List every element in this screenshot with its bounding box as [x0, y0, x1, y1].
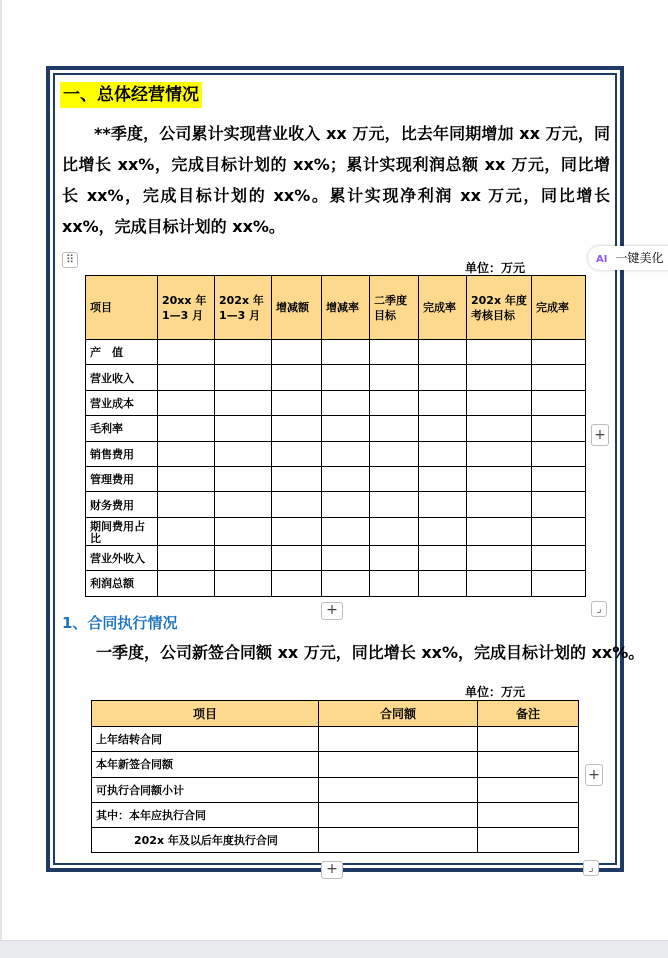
table-cell[interactable] — [419, 441, 467, 466]
row-label[interactable]: 利润总额 — [86, 571, 158, 596]
table-cell[interactable] — [532, 340, 586, 365]
table-row — [86, 390, 586, 415]
header-cell[interactable]: 20xx 年 1—3 月 — [158, 276, 215, 340]
table-cell[interactable] — [158, 340, 215, 365]
table-cell[interactable] — [370, 365, 419, 390]
row-label[interactable]: 本年新签合同额 — [92, 752, 319, 777]
section-heading-overall[interactable]: 一、总体经营情况 — [60, 82, 202, 108]
table-cell[interactable] — [419, 545, 467, 570]
table-cell[interactable] — [322, 571, 370, 596]
table-row — [92, 802, 579, 827]
header-cell[interactable]: 增减率 — [322, 276, 370, 340]
table-cell[interactable] — [272, 517, 322, 545]
table-row — [86, 466, 586, 491]
row-label[interactable]: 上年结转合同 — [92, 727, 319, 752]
table-row — [86, 365, 586, 390]
table-cell[interactable] — [532, 517, 586, 545]
table-cell[interactable] — [467, 340, 532, 365]
table-cell[interactable] — [478, 752, 579, 777]
table-cell[interactable] — [158, 441, 215, 466]
table-cell[interactable] — [532, 390, 586, 415]
table-cell[interactable] — [419, 340, 467, 365]
table-cell[interactable] — [272, 390, 322, 415]
header-cell[interactable]: 备注 — [478, 701, 579, 727]
table2-add-row-button[interactable]: + — [321, 861, 343, 879]
table-cell[interactable] — [370, 571, 419, 596]
ai-icon: AI — [596, 254, 608, 265]
table-cell[interactable] — [370, 466, 419, 491]
header-cell[interactable]: 增减额 — [272, 276, 322, 340]
header-cell[interactable]: 202x 年度考核目标 — [467, 276, 532, 340]
table1-add-column-button[interactable]: + — [591, 424, 609, 446]
header-cell[interactable]: 项目 — [92, 701, 319, 727]
table-cell[interactable] — [158, 517, 215, 545]
header-cell[interactable]: 202x 年 1—3 月 — [215, 276, 272, 340]
table-row — [92, 727, 579, 752]
table-cell[interactable] — [322, 365, 370, 390]
table-cell[interactable] — [467, 390, 532, 415]
row-label[interactable]: 期间费用占比 — [86, 517, 158, 545]
table2-add-column-button[interactable]: + — [585, 764, 603, 786]
table-cell[interactable] — [272, 466, 322, 491]
table-cell[interactable] — [370, 441, 419, 466]
table-cell[interactable] — [158, 466, 215, 491]
table-cell[interactable] — [215, 466, 272, 491]
header-cell[interactable]: 完成率 — [532, 276, 586, 340]
table-cell[interactable] — [215, 545, 272, 570]
table-cell[interactable] — [215, 441, 272, 466]
table-cell[interactable] — [158, 545, 215, 570]
table-cell[interactable] — [215, 492, 272, 517]
section-heading-contracts[interactable]: 1、合同执行情况 — [62, 614, 178, 632]
row-label[interactable]: 毛利率 — [86, 416, 158, 441]
header-cell[interactable]: 合同额 — [319, 701, 478, 727]
table-cell[interactable] — [419, 492, 467, 517]
table-row — [92, 828, 579, 853]
operating-table[interactable] — [85, 275, 586, 597]
table-row — [86, 492, 586, 517]
header-cell[interactable]: 二季度目标 — [370, 276, 419, 340]
table-cell[interactable] — [467, 492, 532, 517]
row-label[interactable]: 可执行合同额小计 — [92, 777, 319, 802]
table-row — [86, 545, 586, 570]
table-cell[interactable] — [532, 441, 586, 466]
table-cell[interactable] — [467, 416, 532, 441]
header-cell[interactable]: 项目 — [86, 276, 158, 340]
overall-paragraph[interactable]: **季度，公司累计实现营业收入 xx 万元，比去年同期增加 xx 万元，同比增长 xx%，完成目标计划的 xx%；累计实现利润总额 xx 万元，同比增长 xx%，完成目标计划的 xx%。累计实现净利润 xx 万元，同比增长 xx%，完成目标计划的 xx%。 — [62, 124, 610, 236]
table1-add-row-button[interactable]: + — [321, 602, 343, 620]
table-cell[interactable] — [319, 727, 478, 752]
table-cell[interactable] — [272, 492, 322, 517]
table-cell[interactable] — [215, 517, 272, 545]
table-cell[interactable] — [272, 571, 322, 596]
table-cell[interactable] — [158, 416, 215, 441]
table-cell[interactable] — [158, 492, 215, 517]
table-cell[interactable] — [419, 517, 467, 545]
table-cell[interactable] — [419, 365, 467, 390]
table-cell[interactable] — [319, 777, 478, 802]
table-cell[interactable] — [467, 545, 532, 570]
table-cell[interactable] — [322, 441, 370, 466]
row-label[interactable]: 管理费用 — [86, 466, 158, 491]
table1-unit: 单位：万元 — [465, 261, 526, 275]
table-cell[interactable] — [158, 390, 215, 415]
table2-unit: 单位：万元 — [465, 685, 526, 699]
table-cell[interactable] — [319, 802, 478, 827]
page-gutter — [0, 0, 2, 940]
row-label[interactable]: 销售费用 — [86, 441, 158, 466]
table-cell[interactable] — [532, 365, 586, 390]
table-row — [86, 441, 586, 466]
row-label[interactable]: 营业成本 — [86, 390, 158, 415]
table-cell[interactable] — [322, 492, 370, 517]
table-cell[interactable] — [419, 571, 467, 596]
table-cell[interactable] — [467, 466, 532, 491]
table-cell[interactable] — [532, 466, 586, 491]
table1-resize-handle[interactable]: ⌟ — [591, 601, 607, 617]
table-row — [86, 340, 586, 365]
row-label[interactable]: 营业外收入 — [86, 545, 158, 570]
contract-table[interactable] — [91, 700, 579, 853]
table-cell[interactable] — [532, 545, 586, 570]
table-cell[interactable] — [370, 340, 419, 365]
table-cell[interactable] — [370, 416, 419, 441]
table-cell[interactable] — [322, 390, 370, 415]
row-label[interactable]: 202x 年及以后年度执行合同 — [92, 828, 319, 853]
table-cell[interactable] — [532, 492, 586, 517]
row-label[interactable]: 营业收入 — [86, 365, 158, 390]
table-cell[interactable] — [215, 571, 272, 596]
table-cell[interactable] — [319, 828, 478, 853]
table-row — [86, 517, 586, 545]
table-cell[interactable] — [370, 517, 419, 545]
table-cell[interactable] — [322, 340, 370, 365]
table-cell[interactable] — [272, 416, 322, 441]
table-cell[interactable] — [319, 752, 478, 777]
table-cell[interactable] — [478, 727, 579, 752]
table-cell[interactable] — [158, 365, 215, 390]
table-row — [92, 777, 579, 802]
table-cell[interactable] — [322, 545, 370, 570]
table-cell[interactable] — [478, 777, 579, 802]
table-cell[interactable] — [322, 517, 370, 545]
table-move-handle[interactable]: ⠿ — [62, 252, 78, 268]
table-cell[interactable] — [478, 802, 579, 827]
table-cell[interactable] — [419, 416, 467, 441]
ai-beautify-button[interactable] — [588, 246, 668, 270]
row-label[interactable]: 产 值 — [86, 340, 158, 365]
row-label[interactable]: 财务费用 — [86, 492, 158, 517]
table-header-row — [86, 276, 586, 340]
table-cell[interactable] — [322, 466, 370, 491]
header-cell[interactable]: 完成率 — [419, 276, 467, 340]
table-cell[interactable] — [322, 416, 370, 441]
table-cell[interactable] — [158, 571, 215, 596]
table-cell[interactable] — [419, 390, 467, 415]
table-cell[interactable] — [467, 571, 532, 596]
row-label[interactable]: 其中：本年应执行合同 — [92, 802, 319, 827]
table-cell[interactable] — [532, 571, 586, 596]
table-row — [92, 752, 579, 777]
table-cell[interactable] — [215, 365, 272, 390]
table-cell[interactable] — [370, 545, 419, 570]
table-cell[interactable] — [215, 416, 272, 441]
table-row — [86, 571, 586, 596]
table-cell[interactable] — [478, 828, 579, 853]
table-cell[interactable] — [370, 390, 419, 415]
table-row — [86, 416, 586, 441]
table-cell[interactable] — [467, 365, 532, 390]
table-cell[interactable] — [215, 340, 272, 365]
table-cell[interactable] — [467, 517, 532, 545]
table-cell[interactable] — [272, 545, 322, 570]
table2-resize-handle[interactable]: ⌟ — [583, 860, 599, 876]
contracts-paragraph[interactable]: 一季度，公司新签合同额 xx 万元，同比增长 xx%，完成目标计划的 xx%。 — [96, 643, 645, 662]
table-header-row — [92, 701, 579, 727]
table-cell[interactable] — [467, 441, 532, 466]
ai-beautify-label: 一键美化 — [615, 251, 664, 265]
status-bar — [0, 940, 668, 958]
table-cell[interactable] — [272, 340, 322, 365]
table-cell[interactable] — [272, 441, 322, 466]
table-cell[interactable] — [532, 416, 586, 441]
table-cell[interactable] — [419, 466, 467, 491]
table-cell[interactable] — [370, 492, 419, 517]
table-cell[interactable] — [272, 365, 322, 390]
table-cell[interactable] — [215, 390, 272, 415]
